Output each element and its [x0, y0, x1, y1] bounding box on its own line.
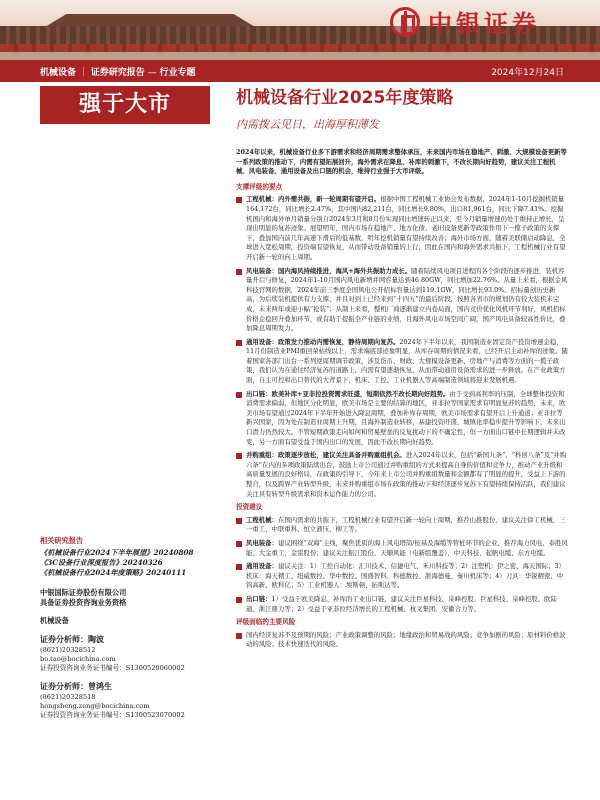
item-head: 通用设备：	[246, 562, 278, 571]
analyst-name: 证券分析师：曾鸿生	[40, 681, 112, 691]
analyst-phone: (8621)20328518	[40, 693, 96, 701]
section-title-risks: 评级面临的主要风险	[236, 618, 296, 627]
page-title: 机械设备行业2025年度策略	[236, 88, 454, 108]
list-item	[236, 595, 568, 614]
analyst-email[interactable]: hongsheng.zeng@bocichina.com	[40, 702, 150, 710]
left-column-bottom	[40, 536, 210, 720]
breadcrumb: 机械设备 ｜ 证券研究报告 — 行业专题	[40, 67, 196, 78]
analyst-phone: (8621)20328512	[40, 646, 96, 654]
item-body: 在国内需求的共振下，工程机械行业有望开启新一轮向上周期，推荐山推股份，建议关注徐工机械、三一重工、中联重科、恒立液压、柳工等。	[246, 515, 566, 534]
list-item	[236, 451, 568, 499]
item-body: 建议关注：1）工控自动化：汇川技术、信捷电气、禾川科技等；2）注塑机：伊之密、海天国际；3）机床：海天精工、纽威数控、华中数控、国盛智科、科德数控、浙海德曼、秦川机床等；4）刀具：华锐精密、中钨高新、欧科亿；5）工业机器人：埃斯顿、拓斯达等。	[246, 562, 565, 590]
main-content	[236, 148, 568, 654]
company-name: 中银国际证券股份有限公司 具备证券投资咨询业务资格	[40, 588, 127, 607]
item-head: 通用设备：政策发力推动内需恢复，静待周期向复苏。	[246, 337, 400, 346]
related-reports-title: 相关研究报告	[40, 536, 84, 545]
item-body: 由于受到高利率的压制，全球整体投资和消费需求偏弱，但地区分化明显，欧美市场是主要的结算的地区，亚非拉等国家需求有明显复苏的趋势，未来，欧美市场有望通过2024年下半年开始进入降息周期，叠加补库存周期，欧美市场需求有望开启上升通道；亚非拉等新兴国家，因为处在制造业周期上升期，且海外制造业转移，基建投资旺盛，城镇化率稳步提升等影响下，未来出口潜力仍然较大。不管短期政策走向如何和贸易壁垒的反复扰动下的不确定性，但一方面出口链中长期逻辑并未改变，另一方面有望受益于国内出口的发展，因此不改长期向好趋势。	[246, 389, 566, 446]
left-column-top	[40, 86, 210, 124]
analyst-license: 证券投资咨询业务证书编号：S1300520060002	[40, 664, 185, 672]
bullet-icon	[236, 541, 242, 547]
analyst-name: 证券分析师：陶波	[40, 634, 104, 644]
item-head: 风电装备：	[246, 538, 278, 547]
list-item	[236, 390, 568, 448]
bullet-icon	[236, 392, 242, 398]
section-title-invest: 投资建议	[236, 503, 263, 512]
item-head: 风电装备：国内海风持续推进，海风+海外共振助力成长。	[246, 266, 412, 275]
analyst-block	[40, 634, 210, 673]
crumb-topic: 行业专题	[159, 67, 196, 78]
list-item	[236, 267, 568, 334]
intro-paragraph: 2024年以来，机械设备行业多下游需求和经济周期需求整体承压，未来国内市场在稳地产、刺激、大规模设备更新等一系列政策的推动下，内需有望拓展回升，海外需求在降息、补库的刺激下，不改长期向好趋势，建议关注工程机械、风电装备、通用设备及出口链的机会，维持行业强于大市评级。	[236, 148, 567, 176]
boc-logo-icon	[390, 7, 420, 37]
analyst-block	[40, 681, 210, 720]
section-title-points: 支撑评级的要点	[236, 182, 283, 191]
list-item	[236, 195, 568, 262]
banner-ground	[0, 52, 600, 60]
bullet-icon	[236, 453, 242, 459]
brand-logo	[390, 4, 540, 39]
title-block	[236, 86, 566, 132]
points-list	[236, 195, 568, 499]
related-reports-list	[40, 548, 210, 578]
report-date: 2024年12月24日	[491, 67, 564, 78]
item-body: 随着陆续风电项目进程的各个阶段的逐步推进，装机容量开启与修复，2024年1-10月国内风电新增并网容量达到46.80GW，同比增加22.76%。从量上来看，根据金风科技官网的数据，2024年前三季度全国风电公开招标容量达到119.1GW，同比增长93.0%。招标量创历史新高，为后续装机提供有力支撑，并且对到上已经来到“十四五”的最后阶段，按照各省市的规划仍有较大装机未完成，未来两年或迎小幅“抢装”；从制上来看，整机厂商逐渐建立内卷局面，国内竞价优化风机环节利好，风机招标价格企稳回升叠加环节，或有助于提振全产业链的业绩，且海外风电市场空间广阔，国产风电具备较高性价比，叠加降息周期发力。	[246, 266, 568, 333]
bullet-icon	[236, 269, 242, 275]
bullet-icon	[236, 197, 242, 203]
item-body: 2024年下半年以来，我国制造业固定资产投资增速企稳，11月份制造业PMI重回荣枯线以上，需求端底部迹象明显，从库存周期的情况来看，已经开启主动补库的迹象。随着国家各部门出台一系列逆周期调节政策，涉及货币、财政、大规模设备更新、房地产与消费等方面的一揽子政策，我们认为在通往经济复苏的道路上，内需有望逐渐恢复，从而带动通用设备需求的进一步释放。在产业政策方面，自主可控和出口替代的大背景下，机床、工控、工业机器人等高端制造领域将迎来发展机遇。	[246, 337, 568, 385]
list-item	[236, 539, 568, 558]
invest-list	[236, 516, 568, 614]
industry-label: 机械设备	[40, 616, 69, 625]
item-head: 出口链：	[246, 594, 272, 603]
crumb-industry: 机械设备	[40, 67, 77, 78]
list-item	[236, 516, 568, 535]
risks-text: 国内经济复苏不及预期的风险；产业政策调整的风险；地缘政治和贸易战的风险；竞争加剧的风险；原材料价格波动的风险；技术快速迭代的风险。	[246, 630, 566, 649]
item-body: 1）受益于欧美降息、补库的工业出口链，建议关注巨星科技、泉峰控股、巨星科技、泉峰控股、欧陆通、浙江鼎力等；2）受益于亚非拉经济增长的工程机械、杭叉集团、安徽合力等。	[246, 594, 557, 613]
page-subtitle: 内需拨云见日，出海厚积薄发	[236, 118, 379, 131]
related-report[interactable]: 《3C设备行业深度报告》20240326	[40, 558, 163, 567]
item-body: 进入2024年以来，包括“新国九条”、“科创八条”及“并购六条”在内的多项政策陆续出台，鼓励上市公司通过并购重组的方式来提高自身的价值和竞争力，推动产业升级和高质量发展的良好格局，在政策的引导下，今年来上市公司并购重组数量和金额都有了明显的提升，受益上下游的整合，以及跨界产业转型升级，未来并购重组市场在政策的推动下和经济逐步复苏下有望持续保持活跃，我们建议关注具有转型升级需求和资本运作能力的公司。	[246, 451, 567, 498]
analyst-email[interactable]: bo.tao@bocichina.com	[40, 655, 116, 663]
item-head: 并购重组：政策逐步放松，建议关注具备并购重组机会。	[246, 451, 406, 460]
brand-name: 中银证券	[428, 10, 540, 38]
bullet-icon	[236, 340, 242, 346]
crumb-report-type: 证券研究报告	[90, 67, 145, 78]
bullet-icon	[236, 597, 242, 603]
related-report[interactable]: 《机械设备行业2024年度策略》20240111	[40, 568, 187, 577]
header-banner	[0, 0, 600, 60]
item-body: 根据中国工程机械工业协会发布数据，2024年1-10月挖掘机销量164,172台，同比增长2.47%，其中国内82,211台，同比增长9.80%，出口81,961台，同比下降7.41%。挖掘机国内和海外单月销量分别自2024年3月和8月份实现同比增速转正以来，至今月销量增速仍处于维持正增长，呈现出明显的复苏迹象。展望明年，国内市场在稳地产、地方化债、老旧设备更新等政策作用下一揽子政策的支撑下，叠加国内前几年高速下滑后的低基数，明年挖机销量有望持续改善；海外市场方面，随着美联储启动降息，全球进入宽松周期，投资端有望恢复，从而带动设备销量的上行，因此在国内和海外需求共振下，工程机械行业有望开启新一轮的向上周期。	[246, 195, 566, 261]
list-item	[236, 562, 568, 591]
list-item	[236, 631, 568, 650]
item-body: 建议围绕“双海”主线，聚焦优质的海上风电塔筒/桩基及海缆等管桩环节的企业，推荐海力风电、泰胜风能、大金重工，金雷股份；建议关注振江股份、天顺风能（电新组覆盖）、中天科技、起帆电缆、东方电缆。	[246, 538, 568, 557]
bullet-icon	[236, 518, 242, 524]
list-item	[236, 338, 568, 386]
rating-badge: 强于大市	[40, 86, 210, 124]
report-info-bar	[0, 60, 600, 82]
analyst-license: 证券投资咨询业务证书编号：S1300523070002	[40, 711, 185, 719]
item-head: 工程机械：	[246, 515, 278, 524]
related-report[interactable]: 《机械设备行业2024下半年展望》20240808	[40, 548, 194, 557]
bullet-icon	[236, 564, 242, 570]
bullet-icon	[236, 633, 242, 639]
item-head: 出口链：欧美补库+亚非拉投资需求旺盛，短期依然不改长期向好趋势。	[246, 389, 450, 398]
item-head: 工程机械：内外需共振，新一轮周期有望开启。	[246, 195, 381, 204]
